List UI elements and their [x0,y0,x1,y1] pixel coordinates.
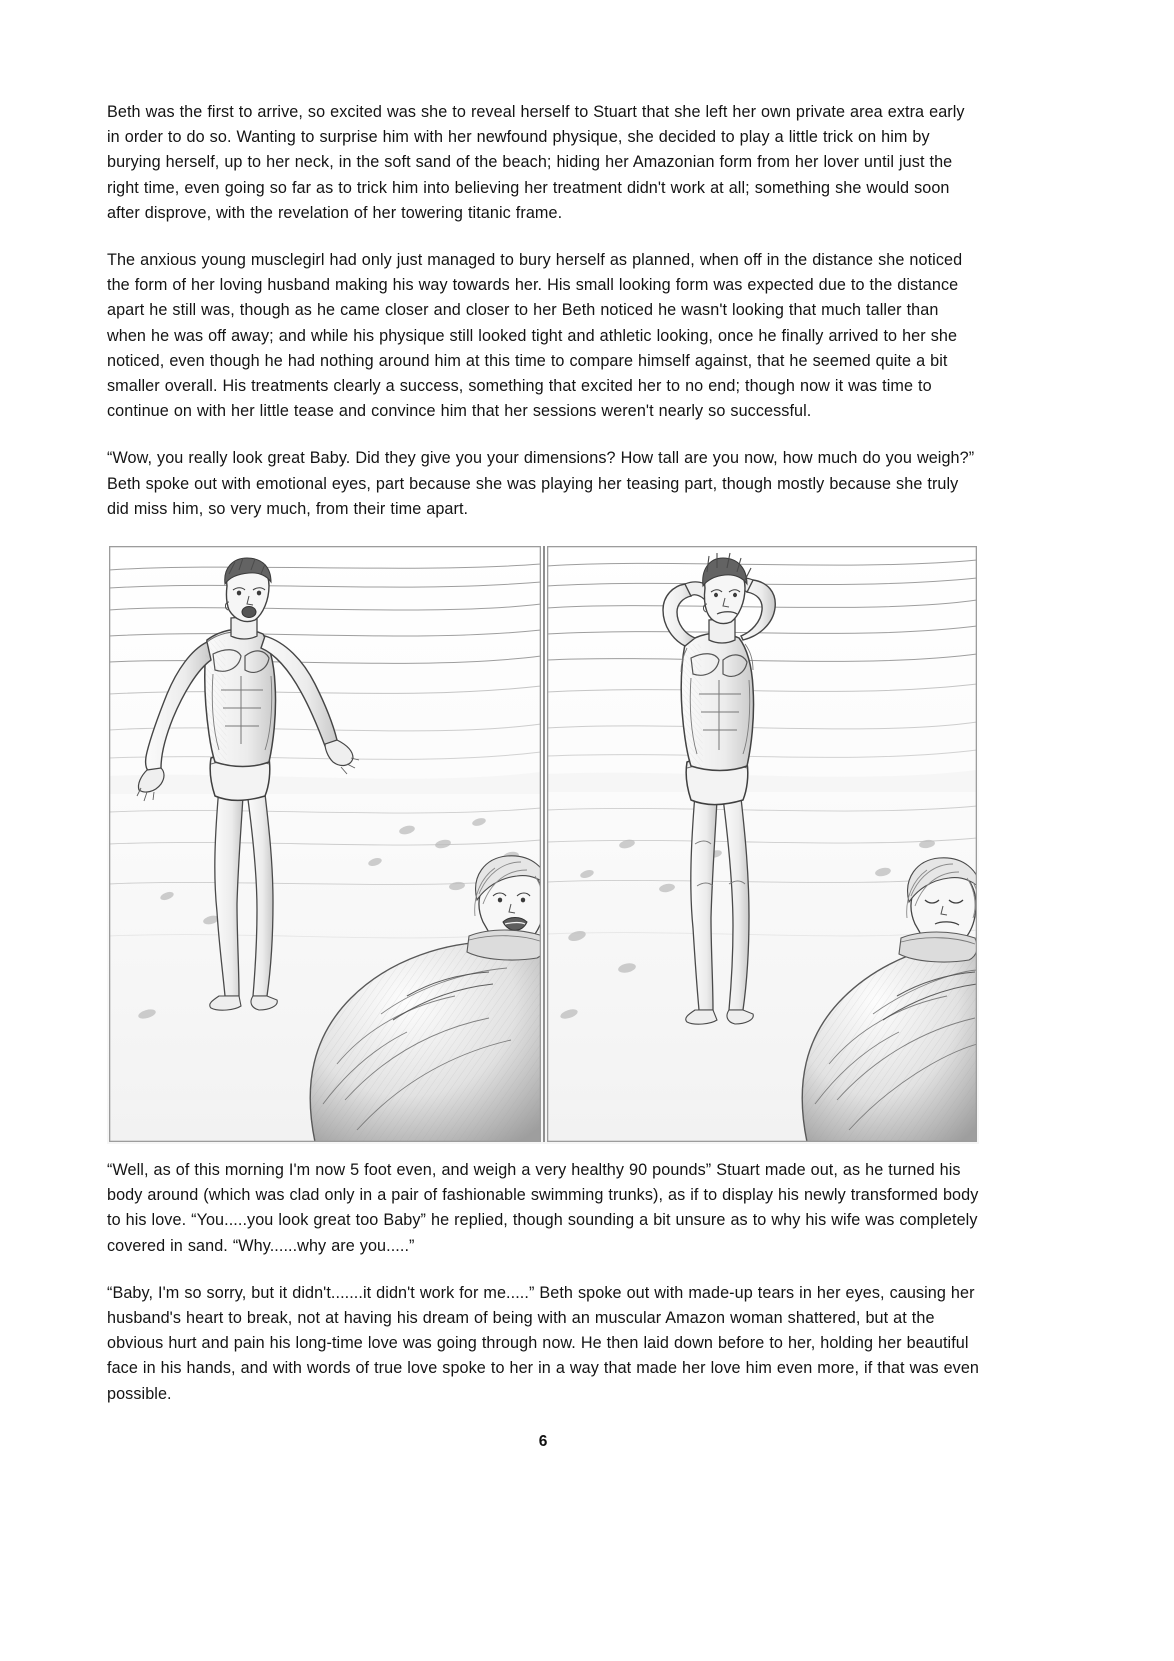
illustration-figure [107,544,979,1144]
page-number: 6 [538,1432,548,1450]
beach-scene-illustration [107,544,979,1144]
right-panel [547,546,979,1142]
paragraph-4: “Well, as of this morning I'm now 5 foot even, and weigh a very healthy 90 pounds” Stuart made out, as he turned his body around (which was clad only in a pair of fashionable swimming trunks), as if to display his newly transformed body to his love. “You.....you look great too Baby” he replied, though sounding a bit unsure as to why his wife was completely covered in sand. “Why......why are you.....” [107,1161,979,1255]
paragraph-3: “Wow, you really look great Baby. Did they give you your dimensions? How tall are you now, how much do you weigh?” Beth spoke out with emotional eyes, part because she was playing her teasing part, though mostly because she truly did miss him, so very much, from their time apart. [107,449,975,518]
page-content [107,100,979,1451]
left-panel [109,546,549,1142]
paragraph-2: The anxious young musclegirl had only just managed to bury herself as planned, when off in the distance she noticed the form of her loving husband making his way towards her. His small looking form was expected due to the distance apart he still was, though as he came closer and closer to her Beth noticed he wasn't looking that much taller than when he was off away; and while his physique still looked tight and athletic looking, once he finally arrived to her she noticed, even though he had nothing around him at this time to compare himself against, that he seemed quite a bit smaller overall. His treatments clearly a success, something that excited her to no end; though now it was time to continue on with her little tease and convince him that her sessions weren't nearly so successful. [107,251,963,421]
paragraph-5: “Baby, I'm so sorry, but it didn't.......it didn't work for me.....” Beth spoke out with made-up tears in her eyes, causing her husband's heart to break, not at having his dream of being with an muscular Amazon woman shattered, but at the obvious hurt and pain his long-time love was going through now. He then laid down before to her, holding her beautiful face in his hands, and with words of true love spoke to her in a way that made her love him even more, if that was even possible. [107,1283,980,1403]
paragraph-1: Beth was the first to arrive, so excited was she to reveal herself to Stuart that she left her own private area extra early in order to do so. Wanting to surprise him with her newfound physique, she decided to play a little trick on him by burying herself, up to her neck, in the soft sand of the beach; hiding her Amazonian form from her lover until just the right time, even going so far as to trick him into believing her treatment didn't work at all; something she would soon after disprove, with the revelation of her towering titanic frame. [107,103,965,222]
